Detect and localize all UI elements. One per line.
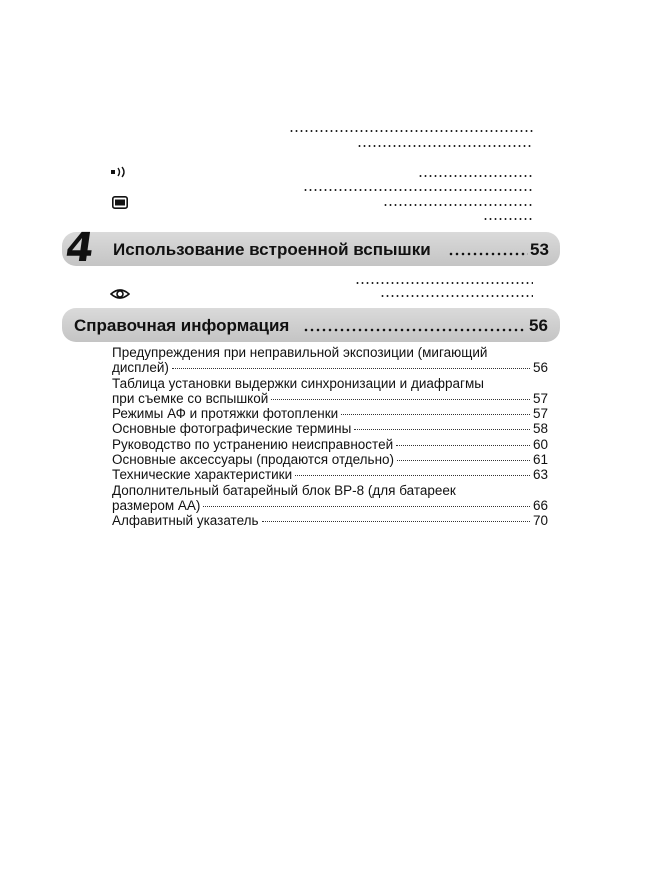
toc-entry[interactable] [112, 513, 548, 528]
leader-dots [380, 294, 533, 298]
leader-dots [271, 399, 530, 400]
leader-dots [262, 521, 530, 522]
leader-dots [295, 475, 530, 476]
toc-entry[interactable] [112, 452, 548, 467]
display-panel-icon [112, 196, 128, 209]
leader-dots [396, 445, 530, 446]
leader-dots [397, 460, 530, 461]
leader-dots [303, 328, 525, 332]
toc-entry-page: 57 [532, 390, 548, 406]
toc-entry-page: 58 [532, 421, 548, 437]
toc-entry-page: 61 [532, 452, 548, 468]
chapter-4-title[interactable]: Использование встроенной вспышки [113, 240, 431, 259]
toc-entry[interactable] [112, 391, 548, 406]
beep-icon [110, 166, 130, 178]
toc-entry-title: Алфавитный указатель [112, 513, 259, 529]
toc-entry[interactable] [112, 467, 548, 482]
toc-entry-title: Основные аксессуары (продаются отдельно) [112, 452, 395, 468]
leader-dots [203, 506, 530, 507]
toc-entry-page: 56 [532, 360, 548, 376]
leader-dots [483, 217, 533, 221]
toc-entry-title: Технические характеристики [112, 467, 293, 483]
toc-entry-title-cont: при съемке со вспышкой [112, 390, 269, 406]
toc-entry-title: Режимы АФ и протяжки фотопленки [112, 406, 339, 422]
leader-dots [355, 281, 533, 285]
toc-entry[interactable] [112, 498, 548, 513]
toc-entry-page: 57 [532, 406, 548, 422]
reference-title[interactable]: Справочная информация [74, 316, 290, 335]
toc-entry[interactable] [112, 421, 548, 436]
toc-entry-page: 70 [532, 513, 548, 529]
toc-list [112, 345, 548, 529]
reference-page: 56 [529, 316, 548, 335]
toc-entry[interactable] [112, 406, 548, 421]
leader-dots [357, 144, 533, 148]
leader-dots [289, 129, 533, 133]
toc-entry-page: 60 [532, 436, 548, 452]
toc-entry[interactable] [112, 437, 548, 452]
toc-entry-title: Руководство по устранению неисправностей [112, 436, 394, 452]
leader-dots [172, 368, 530, 369]
leader-dots [303, 188, 533, 192]
toc-entry-title[interactable]: Предупреждения при неправильной экспозиции (мигающий [112, 345, 488, 360]
toc-entry-title-cont: размером АА) [112, 497, 201, 513]
chapter-4-page: 53 [530, 240, 549, 259]
toc-entry[interactable] [112, 360, 548, 375]
toc-entry-title[interactable]: Дополнительный батарейный блок ВР-8 (для батареек [112, 482, 456, 498]
toc-entry-title[interactable]: Таблица установки выдержки синхронизации и диафрагмы [112, 375, 484, 391]
toc-entry-page: 63 [532, 467, 548, 483]
toc-entry-title: Основные фотографические термины [112, 421, 352, 437]
leader-dots [448, 252, 528, 256]
toc-entry-title-cont: дисплей) [112, 360, 169, 376]
leader-dots [383, 203, 533, 207]
toc-entry-page: 66 [532, 497, 548, 513]
red-eye-icon [110, 287, 130, 301]
leader-dots [341, 414, 530, 415]
chapter-number: 4 [62, 225, 98, 271]
leader-dots [418, 174, 533, 178]
leader-dots [354, 429, 530, 430]
